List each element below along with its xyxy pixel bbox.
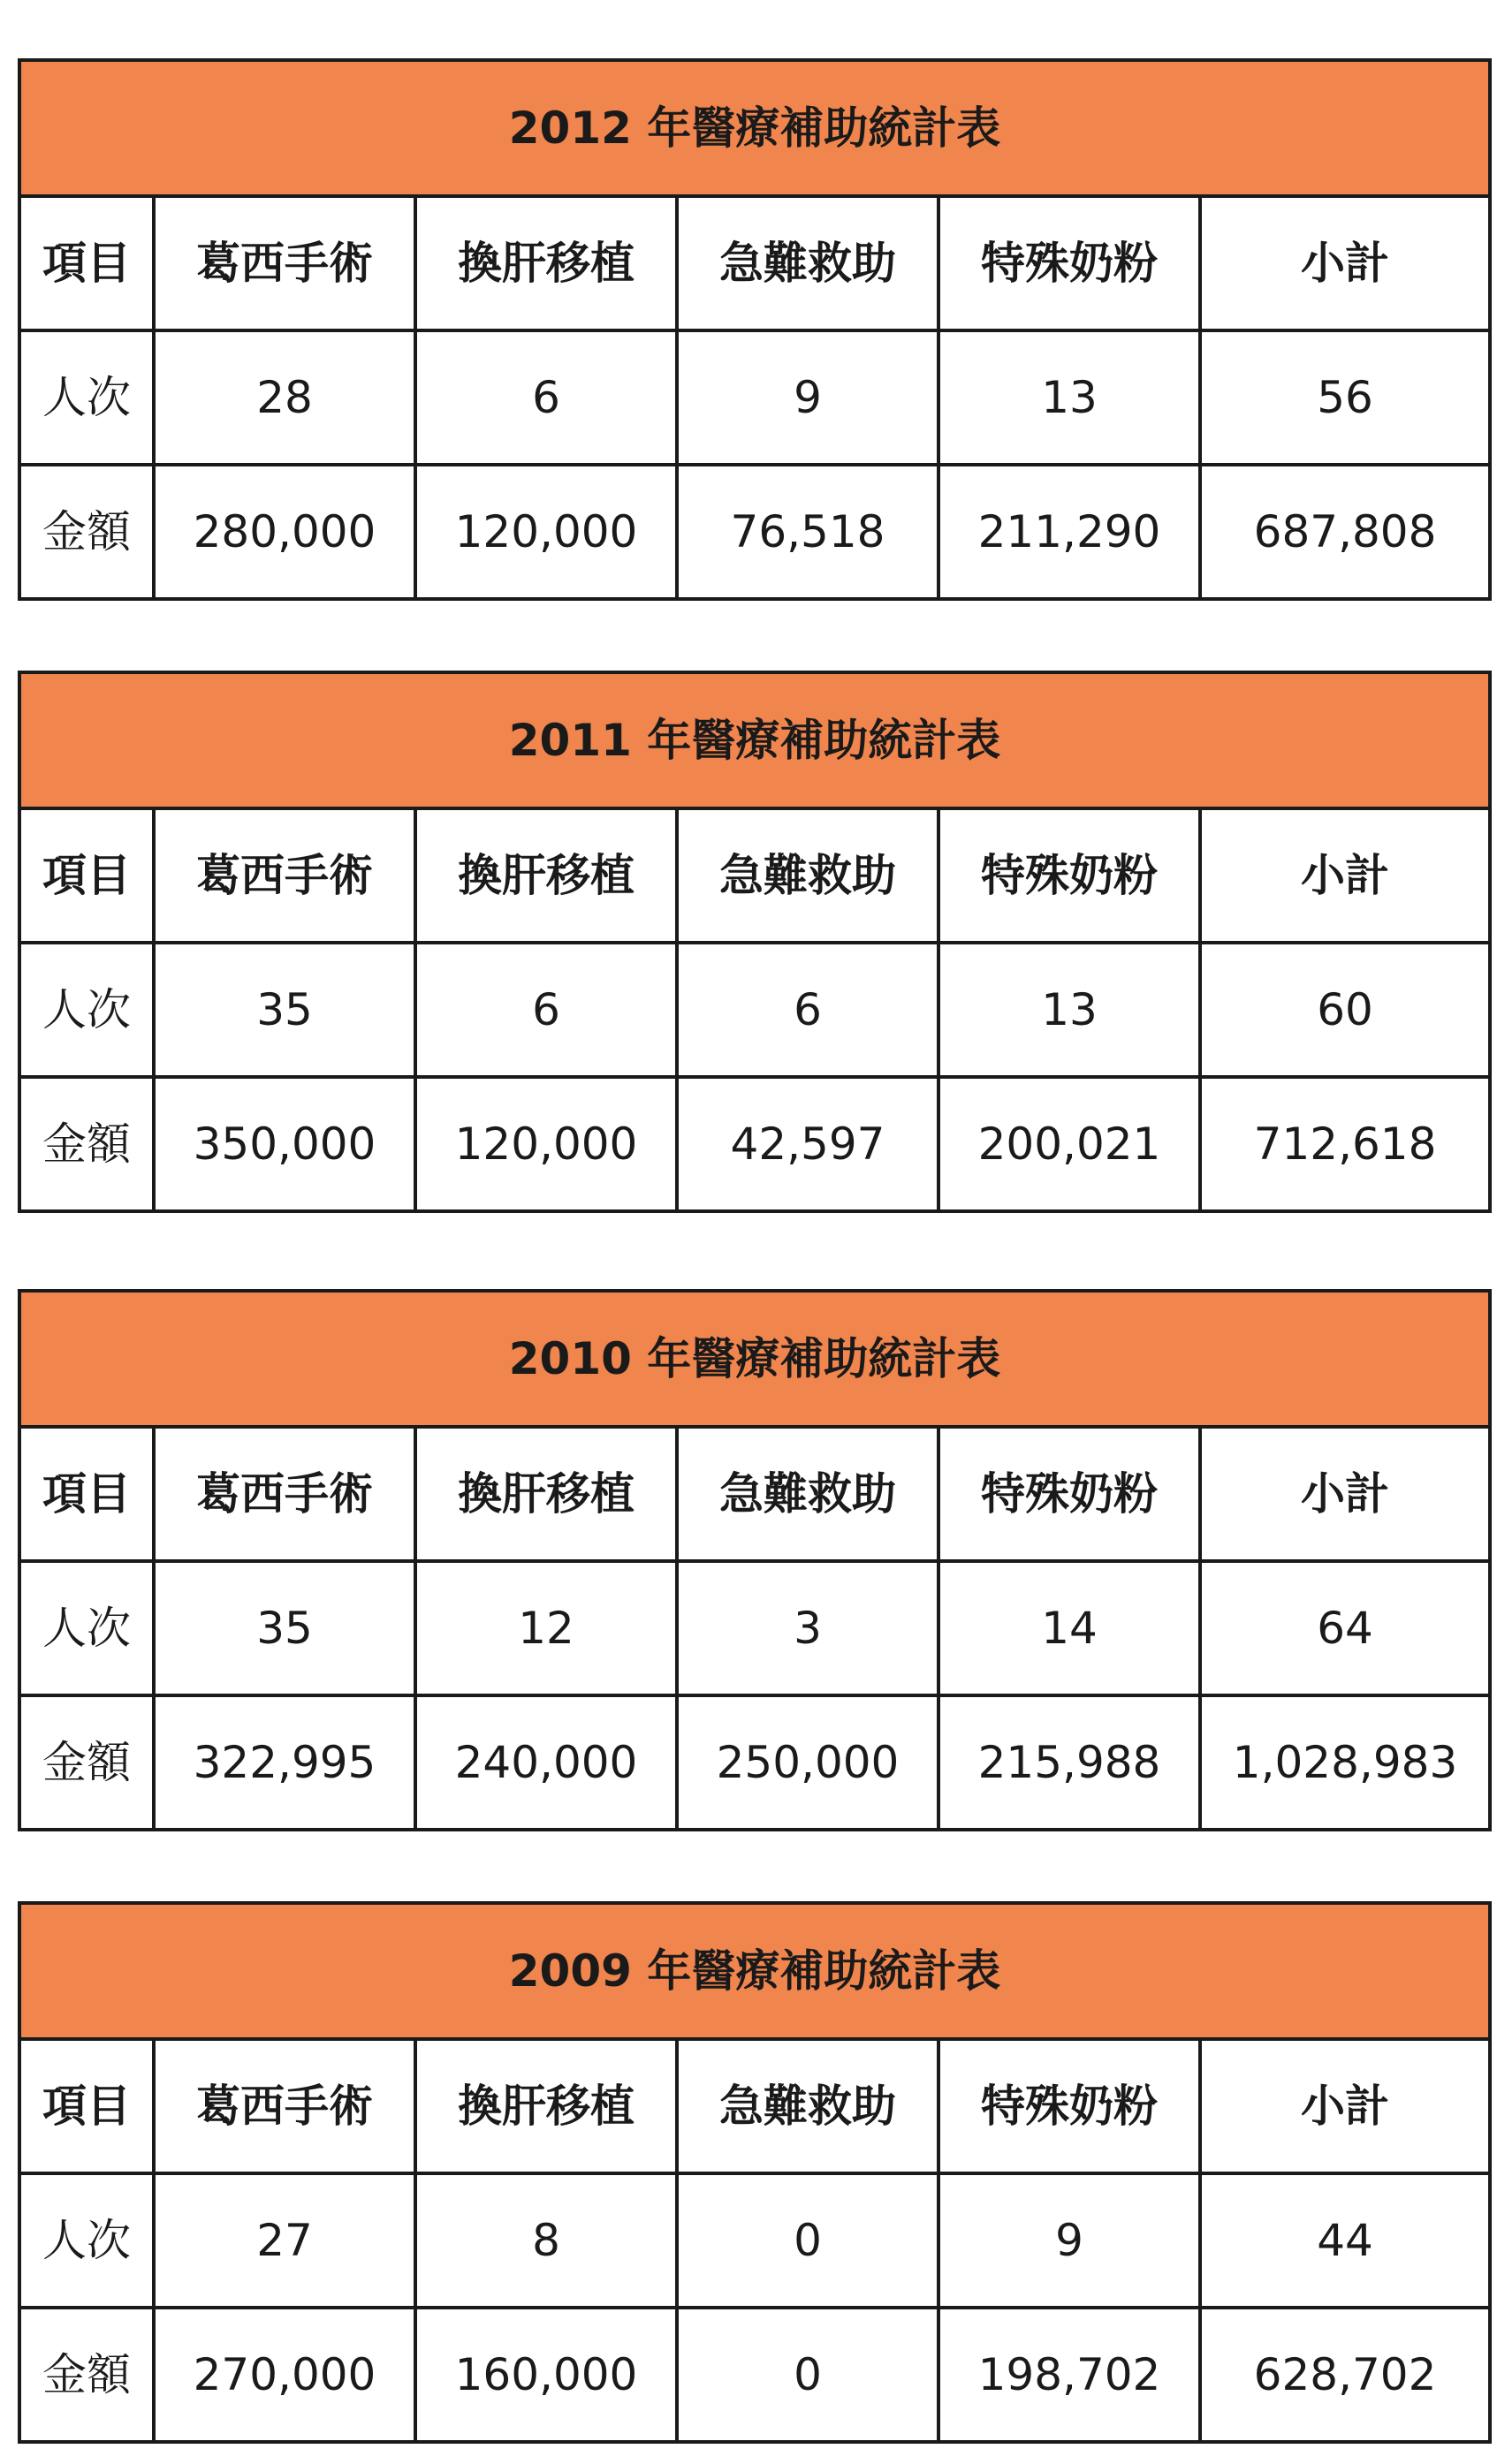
header-subtotal: 小計 [1200,1427,1490,1561]
header-emergency-aid: 急難救助 [677,2039,938,2173]
header-kasai-surgery: 葛西手術 [154,2039,415,2173]
table-header-row [19,2039,1490,2173]
table-cell: 270,000 [154,2308,415,2442]
table-cell: 60 [1200,943,1490,1077]
header-kasai-surgery: 葛西手術 [154,1427,415,1561]
table-header-row [19,1427,1490,1561]
header-subtotal: 小計 [1200,808,1490,943]
table-row-count [19,1561,1490,1695]
header-special-formula: 特殊奶粉 [938,196,1200,330]
table-cell: 28 [154,330,415,465]
table-cell: 687,808 [1200,465,1490,599]
table-title: 2012 年醫療補助統計表 [19,60,1490,196]
table-cell: 42,597 [677,1077,938,1211]
table-title: 2010 年醫療補助統計表 [19,1291,1490,1427]
table-header-row [19,196,1490,330]
header-special-formula: 特殊奶粉 [938,2039,1200,2173]
table-cell: 1,028,983 [1200,1695,1490,1830]
table-title-row [19,672,1490,808]
table-cell: 12 [415,1561,677,1695]
table-cell: 35 [154,1561,415,1695]
table-cell: 628,702 [1200,2308,1490,2442]
table-cell: 13 [938,943,1200,1077]
table-cell: 13 [938,330,1200,465]
table-cell: 350,000 [154,1077,415,1211]
table-cell: 6 [415,330,677,465]
row-label: 人次 [19,943,154,1077]
header-item: 項目 [19,196,154,330]
table-cell: 198,702 [938,2308,1200,2442]
table-cell: 200,021 [938,1077,1200,1211]
table-cell: 211,290 [938,465,1200,599]
header-kasai-surgery: 葛西手術 [154,196,415,330]
table-cell: 35 [154,943,415,1077]
table-title: 2009 年醫療補助統計表 [19,1903,1490,2039]
table-cell: 120,000 [415,1077,677,1211]
header-item: 項目 [19,808,154,943]
table-cell: 6 [415,943,677,1077]
table-row-amount [19,465,1490,599]
table-cell: 9 [677,330,938,465]
table-cell: 3 [677,1561,938,1695]
table-row-count [19,943,1490,1077]
table-cell: 160,000 [415,2308,677,2442]
table-cell: 6 [677,943,938,1077]
table-row-count [19,330,1490,465]
table-cell: 44 [1200,2173,1490,2308]
table-cell: 322,995 [154,1695,415,1830]
row-label: 人次 [19,2173,154,2308]
table-cell: 215,988 [938,1695,1200,1830]
header-liver-transplant: 換肝移植 [415,2039,677,2173]
table-row-count [19,2173,1490,2308]
table-cell: 280,000 [154,465,415,599]
row-label: 金額 [19,1077,154,1211]
header-emergency-aid: 急難救助 [677,808,938,943]
table-title-row [19,1291,1490,1427]
header-special-formula: 特殊奶粉 [938,1427,1200,1561]
header-item: 項目 [19,1427,154,1561]
header-liver-transplant: 換肝移植 [415,808,677,943]
header-special-formula: 特殊奶粉 [938,808,1200,943]
header-subtotal: 小計 [1200,2039,1490,2173]
table-cell: 240,000 [415,1695,677,1830]
row-label: 金額 [19,2308,154,2442]
table-cell: 56 [1200,330,1490,465]
table-cell: 120,000 [415,465,677,599]
row-label: 人次 [19,1561,154,1695]
header-liver-transplant: 換肝移植 [415,196,677,330]
header-emergency-aid: 急難救助 [677,196,938,330]
table-row-amount [19,1695,1490,1830]
row-label: 金額 [19,465,154,599]
table-cell: 0 [677,2173,938,2308]
table-cell: 64 [1200,1561,1490,1695]
statistics-table-2012 [18,58,1492,601]
table-cell: 9 [938,2173,1200,2308]
table-header-row [19,808,1490,943]
table-cell: 712,618 [1200,1077,1490,1211]
statistics-table-2010 [18,1289,1492,1831]
table-cell: 0 [677,2308,938,2442]
header-emergency-aid: 急難救助 [677,1427,938,1561]
row-label: 金額 [19,1695,154,1830]
header-liver-transplant: 換肝移植 [415,1427,677,1561]
table-cell: 250,000 [677,1695,938,1830]
header-kasai-surgery: 葛西手術 [154,808,415,943]
header-subtotal: 小計 [1200,196,1490,330]
table-cell: 27 [154,2173,415,2308]
table-title-row [19,60,1490,196]
table-title: 2011 年醫療補助統計表 [19,672,1490,808]
header-item: 項目 [19,2039,154,2173]
table-cell: 8 [415,2173,677,2308]
table-cell: 76,518 [677,465,938,599]
row-label: 人次 [19,330,154,465]
table-title-row [19,1903,1490,2039]
table-row-amount [19,1077,1490,1211]
table-cell: 14 [938,1561,1200,1695]
statistics-table-2009 [18,1901,1492,2444]
statistics-table-2011 [18,671,1492,1213]
table-row-amount [19,2308,1490,2442]
